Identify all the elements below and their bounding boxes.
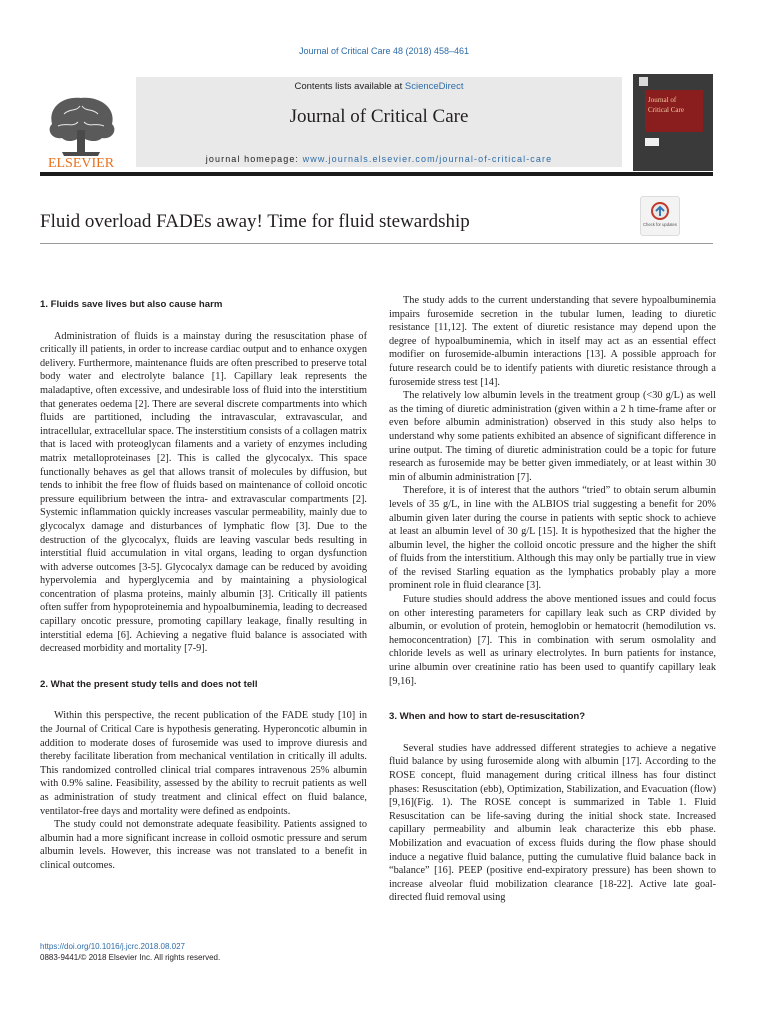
right-paragraph-2: The relatively low albumin levels in the treatment group (<30 g/L) as well as the timing of diuretic administration (given within a 2 h time-frame after or even before albumin administration) observed in this study also helps to understand why some patients exhibited an absence of significant difference in urine output. The timing of diuretic administration could be a topic for future research as furosemide may be better given immediately, or at least within 30 min of albumin administration [7]. <box>389 390 716 483</box>
issn-copyright: 0883-9441/© 2018 Elsevier Inc. All rights reserved. <box>40 953 221 962</box>
section-heading-2: 2. What the present study tells and does not tell <box>40 678 258 690</box>
section-2-paragraph-2: The study could not demonstrate adequate feasibility. Patients assigned to albumin had a more significant increase in colloid osmotic pressure and serum albumin levels. However, this increase was not translated to a benefit in clinical outcomes. <box>40 819 367 871</box>
right-column <box>389 294 716 905</box>
svg-text:Check for updates: Check for updates <box>643 222 677 227</box>
article-title: Fluid overload FADEs away! Time for fluid stewardship <box>40 211 470 232</box>
sciencedirect-link[interactable]: ScienceDirect <box>404 81 464 92</box>
contents-line <box>136 81 622 92</box>
homepage-line <box>136 154 622 164</box>
elsevier-logo <box>40 78 122 170</box>
elsevier-tree-icon <box>40 78 122 170</box>
footer <box>40 941 220 963</box>
journal-cover-image-icon <box>633 74 713 171</box>
section-heading-1: 1. Fluids save lives but also cause harm <box>40 299 223 310</box>
right-paragraph-4: Future studies should address the above mentioned issues and could focus on other interesting parameters for capillary leak such as CRP divided by albumin, or evolution of protein, hemoglobin or hematocrit (hemodilution vs. hemoconcentration) [7]. This in combination with serum osmolality and chloride levels as well as urinary electrolytes. In burn patients for instance, urine albumin over creatinine ratio has been used to quantify capillary leak [9,16]. <box>389 594 716 687</box>
check-for-updates-icon <box>641 197 679 235</box>
doi-link[interactable]: https://doi.org/10.1016/j.jcrc.2018.08.027 <box>40 942 185 951</box>
right-paragraph-3: Therefore, it is of interest that the authors “tried” to obtain serum albumin levels of 35 g/L, in line with the ALBIOS trial suggesting a benefit for 20% albumin given later during the course in patients with septic shock to achieve at least an albumin level of 30 g/L [15]. It is hypothesized that the higher the albumin level, the higher the colloid oncotic pressure and the higher the shift of fluids from the interstitium. Although this may only be partially true in view of the revised Starling equation as the lymphatics probably play a more prominent role in fluid clearance [3]. <box>389 485 716 592</box>
title-rule <box>40 243 713 244</box>
journal-cover[interactable] <box>633 74 713 171</box>
svg-text:ELSEVIER: ELSEVIER <box>47 156 115 170</box>
section-heading-3: 3. When and how to start de-resuscitation? <box>389 711 586 723</box>
section-1-paragraph-1: Administration of fluids is a mainstay during the resuscitation phase of critically ill patients, in order to increase cardiac output and to enhance oxygen delivery. Furthermore, maintenance fluids are often prescribed to preserve total body water and electrolyte balance [1]. Capillary leak represents the maladaptive, often excessive, and undesirable loss of fluid into the interstitium that generates oedema [2]. There are several discrete compartments into which fluids are partitioned, including the intravascular, extravascular, and intracellular, extracellular space. The insterstitium consists of a collagen matrix that is laced with proteoglycan filaments and a variety of enzymes including matrix metalloproteinases [2]. This is called the glycocalyx. This space functionally behaves as gel that allows transit of molecules by diffusion, but tends to inhibit the free flow of fluids based on maintenance of colloid oncotic pressure equilibrium between the intra- and extravascular compartments [2]. Systemic inflammation quickly increases vascular permeability, mainly due to glycocalyx damage and disturbances of lymphatic flow [3]. Due to the destruction of the glycocalyx, fluids are leaving vascular beds resulting in interstitial fluid accumulation in vital organs, leading to organ dysfunction with adverse outcomes [3-5]. Glycocalyx damage can be reduced by avoiding hypervolemia and hyperglycemia and by maintaining a physiological concentration of plasma proteins, mainly albumin [3]. Critically ill patients often suffer from hypoproteinemia and hypoalbuminemia, leading to decreased capillary oncotic pressure, promoting capillary leakage, finally resulting in interstitial edema [6]. Achieving a negative fluid balance is associated with decreased morbidity and mortality [7-9]. <box>40 330 367 655</box>
section-2-paragraph-1: Within this perspective, the recent publication of the FADE study [10] in the Journal of Critical Care is hypothesis generating. Hyperoncotic albumin in addition to moderate doses of furosemide was used to improve diuresis and thereby facilitate liberation from mechanical ventilation in critically ill adults. This randomized controlled clinical trial compares intravenous 25% albumin with 0.9% saline. Feasibility, assessed by the ability to recruit patients as well as administration of study treatment and clinical effect on fluid balance, ventilator-free days and mortality were defined as endpoints. <box>40 710 367 817</box>
journal-citation[interactable]: Journal of Critical Care 48 (2018) 458–461 <box>298 46 470 56</box>
section-3-paragraph-1: Several studies have addressed different strategies to achieve a negative fluid balance by using furosemide along with albumin [17]. According to the ROSE concept, fluid management during critical illness has four distinct phases: Resuscitation (ebb), Optimization, Stabilization, and Evacuation (flow) [9,16](Fig. 1). The ROSE concept is summarized in Table 1. Fluid Resuscitation can be life-saving during the initial shock state. Increased capillary permeability and albumin leak characterize this ebb phase. Mobilization and evacuation of excess fluids during the flow phase should induce a negative fluid balance, putting the cumulative fluid balance back in “balance” [16]. PEEP (positive end-expiratory pressure) has been shown to increase alveolar fluid mobilization clearance [18-22]. Active late goal-directed fluid removal using <box>389 742 716 904</box>
homepage-label: journal homepage: <box>205 154 303 164</box>
svg-text:Journal of: Journal of <box>648 96 677 104</box>
check-for-updates-badge[interactable] <box>640 196 680 236</box>
journal-name: Journal of Critical Care <box>289 106 469 127</box>
homepage-link[interactable]: www.journals.elsevier.com/journal-of-critical-care <box>302 154 553 164</box>
header-rule <box>40 172 713 176</box>
left-column <box>40 298 367 873</box>
contents-prefix: Contents lists available at <box>294 81 405 92</box>
svg-text:Critical Care: Critical Care <box>648 106 684 114</box>
right-paragraph-1: The study adds to the current understanding that severe hypoalbuminemia impairs furosemide secretion in the tubular lumen, leading to diuretic resistance [11,12]. The extent of diuretic resistance may depend upon the degree of hypoalbuminemia, which in itself may act as an essential effect modifier on furosemide-albumin interactions [13]. A possible approach for future research could be to identify patients with diuretic resistance through a furosemide stress test [14]. <box>389 295 716 388</box>
